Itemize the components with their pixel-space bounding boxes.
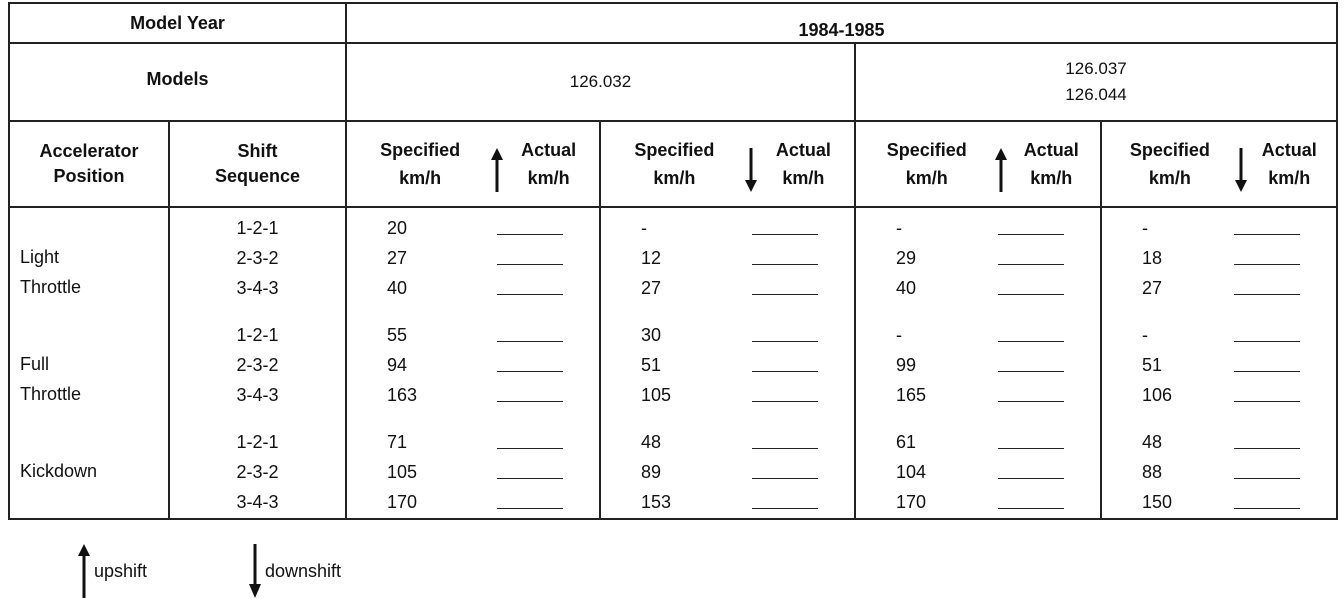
specified-value: 40 xyxy=(387,278,408,298)
specified-value: 71 xyxy=(387,432,408,452)
actual-value-blank[interactable] xyxy=(998,294,1064,295)
value-row xyxy=(856,427,1100,457)
actual-value-blank[interactable] xyxy=(752,234,818,235)
actual-value-blank[interactable] xyxy=(998,371,1064,372)
sequence-label: 1-2-1 xyxy=(236,432,279,452)
specified-value: 170 xyxy=(896,492,927,512)
specified-value: 94 xyxy=(387,355,408,375)
position-label: Light xyxy=(20,247,60,267)
column-b-down xyxy=(1101,207,1337,519)
legend-downshift xyxy=(249,544,341,598)
model-b-line1: 126.037 xyxy=(1065,59,1127,78)
unit-label: km/h xyxy=(527,168,570,188)
specified-label: Specified xyxy=(380,140,461,160)
specified-value: 27 xyxy=(1142,278,1163,298)
specified-value: 170 xyxy=(387,492,418,512)
actual-value-blank[interactable] xyxy=(998,478,1064,479)
actual-value-blank[interactable] xyxy=(998,448,1064,449)
position-label: Kickdown xyxy=(20,461,98,481)
sequence-label: 1-2-1 xyxy=(236,218,279,238)
specified-label: Specified xyxy=(634,140,715,160)
column-a-up xyxy=(346,207,600,519)
actual-value-blank[interactable] xyxy=(497,264,563,265)
unit-label: km/h xyxy=(399,168,442,188)
unit-label: km/h xyxy=(782,168,825,188)
down-arrow-icon xyxy=(249,544,261,598)
sequence-label: 3-4-3 xyxy=(236,385,279,405)
value-row xyxy=(347,457,599,487)
legend-downshift-label: downshift xyxy=(265,560,342,581)
unit-label: km/h xyxy=(653,168,696,188)
specified-value: 105 xyxy=(641,385,672,405)
specified-value: - xyxy=(641,218,647,238)
value-row xyxy=(856,457,1100,487)
value-row xyxy=(601,320,854,350)
value-row xyxy=(1102,427,1336,457)
actual-value-blank[interactable] xyxy=(752,448,818,449)
unit-label: km/h xyxy=(1268,168,1311,188)
value-row xyxy=(601,427,854,457)
shift-header-line1: Shift xyxy=(237,141,278,161)
legend-upshift xyxy=(78,544,147,598)
specified-value: - xyxy=(896,218,902,238)
actual-value-blank[interactable] xyxy=(1234,371,1300,372)
actual-value-blank[interactable] xyxy=(998,264,1064,265)
model-year-value: 1984-1985 xyxy=(346,3,1337,43)
value-row xyxy=(601,273,854,303)
value-row xyxy=(601,380,854,410)
specified-value: 12 xyxy=(641,248,662,268)
actual-value-blank[interactable] xyxy=(1234,401,1300,402)
specified-value: 105 xyxy=(387,462,418,482)
sequence-label: 2-3-2 xyxy=(236,248,279,268)
actual-value-blank[interactable] xyxy=(497,401,563,402)
column-b-up xyxy=(855,207,1101,519)
actual-value-blank[interactable] xyxy=(497,341,563,342)
position-label: Throttle xyxy=(20,277,82,297)
specified-value: 29 xyxy=(896,248,917,268)
sequence-label: 2-3-2 xyxy=(236,462,279,482)
actual-value-blank[interactable] xyxy=(752,401,818,402)
actual-value-blank[interactable] xyxy=(752,264,818,265)
specified-value: 106 xyxy=(1142,385,1173,405)
actual-value-blank[interactable] xyxy=(497,294,563,295)
specified-value: 89 xyxy=(641,462,662,482)
value-row xyxy=(856,350,1100,380)
unit-label: km/h xyxy=(1148,168,1191,188)
specified-value: - xyxy=(1142,325,1148,345)
value-row xyxy=(347,320,599,350)
specified-value: 18 xyxy=(1142,248,1163,268)
models-label: Models xyxy=(9,43,346,121)
actual-label: Actual xyxy=(775,140,831,160)
specified-value: 99 xyxy=(896,355,917,375)
sequence-label: 3-4-3 xyxy=(236,278,279,298)
specified-value: - xyxy=(896,325,902,345)
shift-sequence-header xyxy=(169,121,346,207)
specified-value: 27 xyxy=(387,248,408,268)
actual-value-blank[interactable] xyxy=(752,341,818,342)
sequence-label: 3-4-3 xyxy=(236,492,279,512)
specified-value: 27 xyxy=(641,278,662,298)
col-header-a-up xyxy=(346,121,600,207)
actual-value-blank[interactable] xyxy=(1234,478,1300,479)
value-row xyxy=(1102,350,1336,380)
value-row xyxy=(601,350,854,380)
specified-value: 88 xyxy=(1142,462,1163,482)
actual-value-blank[interactable] xyxy=(497,448,563,449)
value-row xyxy=(1102,457,1336,487)
specified-value: 104 xyxy=(896,462,927,482)
actual-value-blank[interactable] xyxy=(998,401,1064,402)
value-row xyxy=(347,273,599,303)
model-year-label: Model Year xyxy=(9,3,346,43)
value-row xyxy=(1102,380,1336,410)
col-header-b-up xyxy=(855,121,1101,207)
specified-value: 48 xyxy=(1142,432,1163,452)
value-row xyxy=(856,380,1100,410)
unit-label: km/h xyxy=(905,168,948,188)
value-row xyxy=(1102,320,1336,350)
value-row xyxy=(601,487,854,517)
model-b-line2: 126.044 xyxy=(1065,85,1127,104)
actual-value-blank[interactable] xyxy=(752,371,818,372)
shift-header-line2: Sequence xyxy=(214,166,301,186)
actual-value-blank[interactable] xyxy=(1234,341,1300,342)
accel-header-line2: Position xyxy=(53,166,125,186)
actual-value-blank[interactable] xyxy=(1234,264,1300,265)
value-row xyxy=(856,243,1100,273)
actual-value-blank[interactable] xyxy=(752,508,818,509)
specified-value: 51 xyxy=(1142,355,1163,375)
value-row xyxy=(856,487,1100,517)
specified-label: Specified xyxy=(886,140,967,160)
column-a-down xyxy=(600,207,855,519)
value-row xyxy=(601,457,854,487)
sequence-label: 2-3-2 xyxy=(236,355,279,375)
actual-value-blank[interactable] xyxy=(497,508,563,509)
value-row xyxy=(347,350,599,380)
value-row xyxy=(1102,243,1336,273)
actual-label: Actual xyxy=(1023,140,1079,160)
accel-header-line1: Accelerator xyxy=(39,141,139,161)
up-arrow-icon xyxy=(78,544,90,598)
shift-sequence-cell xyxy=(169,207,346,519)
value-row xyxy=(347,427,599,457)
value-row xyxy=(601,243,854,273)
value-row xyxy=(347,487,599,517)
sequence-label: 1-2-1 xyxy=(236,325,279,345)
actual-value-blank[interactable] xyxy=(752,478,818,479)
actual-value-blank[interactable] xyxy=(1234,448,1300,449)
col-header-a-down xyxy=(600,121,855,207)
specified-value: 61 xyxy=(896,432,917,452)
value-row xyxy=(347,243,599,273)
value-row xyxy=(347,380,599,410)
actual-value-blank[interactable] xyxy=(497,478,563,479)
value-row xyxy=(1102,487,1336,517)
specified-value: 153 xyxy=(641,492,672,512)
value-row xyxy=(856,213,1100,243)
actual-value-blank[interactable] xyxy=(998,508,1064,509)
actual-value-blank[interactable] xyxy=(752,294,818,295)
specified-value: 55 xyxy=(387,325,408,345)
specified-value: 163 xyxy=(387,385,418,405)
value-row xyxy=(347,213,599,243)
value-row xyxy=(1102,213,1336,243)
unit-label: km/h xyxy=(1030,168,1073,188)
value-row xyxy=(856,320,1100,350)
value-row xyxy=(601,213,854,243)
shift-point-table xyxy=(8,2,1338,520)
position-label: Throttle xyxy=(20,384,82,404)
accelerator-position-header xyxy=(9,121,169,207)
specified-value: 20 xyxy=(387,218,408,238)
value-row xyxy=(1102,273,1336,303)
specified-value: - xyxy=(1142,218,1148,238)
specified-value: 48 xyxy=(641,432,662,452)
actual-value-blank[interactable] xyxy=(497,371,563,372)
value-row xyxy=(856,273,1100,303)
model-a: 126.032 xyxy=(346,43,855,121)
actual-value-blank[interactable] xyxy=(1234,294,1300,295)
model-b xyxy=(855,43,1337,121)
actual-value-blank[interactable] xyxy=(1234,234,1300,235)
actual-value-blank[interactable] xyxy=(998,341,1064,342)
position-label: Full xyxy=(20,354,50,374)
specified-value: 40 xyxy=(896,278,917,298)
legend-upshift-label: upshift xyxy=(94,560,148,581)
specified-value: 51 xyxy=(641,355,662,375)
actual-label: Actual xyxy=(1261,140,1317,160)
col-header-b-down xyxy=(1101,121,1337,207)
specified-value: 165 xyxy=(896,385,927,405)
actual-value-blank[interactable] xyxy=(497,234,563,235)
actual-value-blank[interactable] xyxy=(998,234,1064,235)
specified-value: 30 xyxy=(641,325,662,345)
accelerator-position-cell xyxy=(9,207,169,519)
specified-label: Specified xyxy=(1129,140,1210,160)
actual-label: Actual xyxy=(521,140,577,160)
actual-value-blank[interactable] xyxy=(1234,508,1300,509)
specified-value: 150 xyxy=(1142,492,1173,512)
